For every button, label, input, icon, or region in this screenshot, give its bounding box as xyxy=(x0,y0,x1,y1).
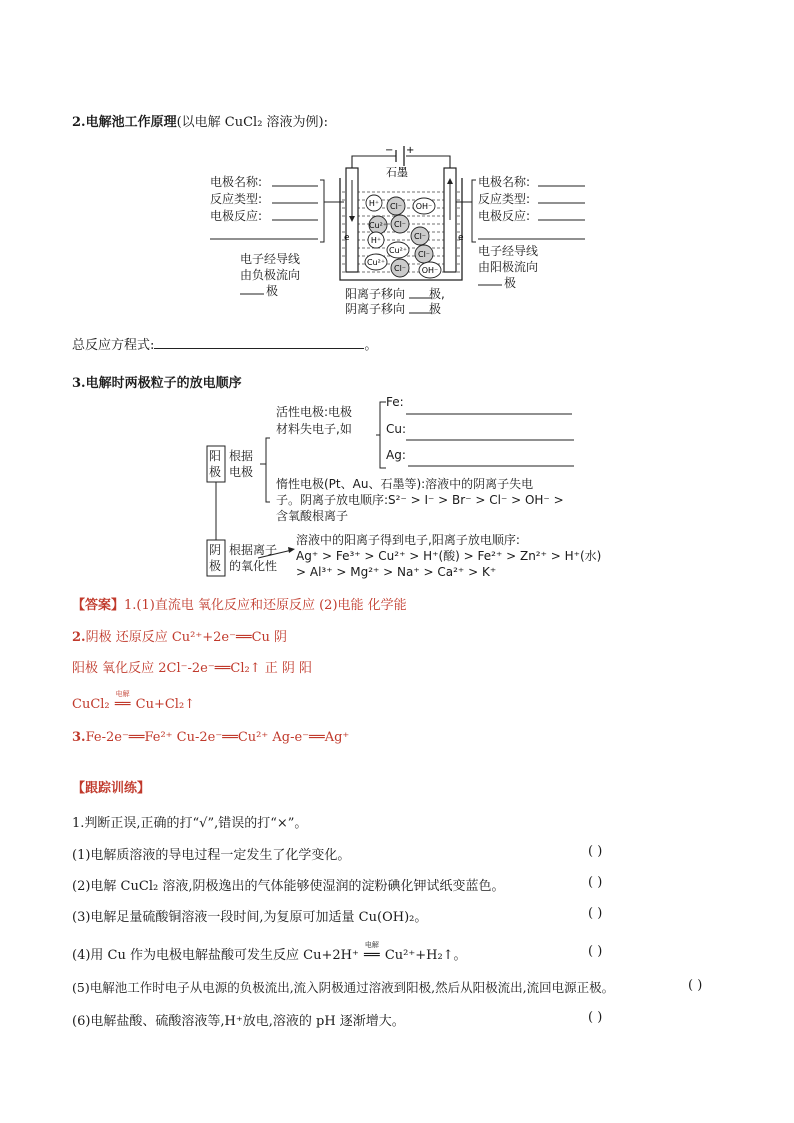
right-label-electrode-name: 电极名称: xyxy=(478,175,531,189)
total-equation-end: 。 xyxy=(364,338,378,353)
electron-label-right: e xyxy=(458,233,464,243)
answer-line1 xyxy=(72,594,407,613)
answer-line3: 阳极 氧化反应 2Cl⁻-2e⁻══Cl₂↑ 正 阴 阳 xyxy=(72,661,312,676)
left-bottom-line3: 极 xyxy=(266,284,279,298)
question-5: (5)电解池工作时电子从电源的负极流出,流入阴极通过溶液到阳极,然后从阳极流出,流回电源正极。 xyxy=(72,980,615,995)
total-equation-blank[interactable] xyxy=(154,348,364,349)
answer-line5: 3.Fe-2e⁻══Fe²⁺ Cu-2e⁻══Cu²⁺ Ag-e⁻══Ag⁺ xyxy=(72,730,350,745)
right-label-electrode-reaction: 电极反应: xyxy=(478,209,531,223)
right-bottom-line2: 由阳极流向 xyxy=(478,260,539,274)
training-heading: 【跟踪训练】 xyxy=(72,781,151,796)
inert-electrode-text: 惰性电极(Pt、Au、石墨等):溶液中的阴离子失电 子。阴离子放电顺序:S²⁻ > I⁻ > Br⁻ > Cl⁻ > OH⁻ > 含氧酸根离子 xyxy=(276,477,564,523)
answer-tag: 【答案】 xyxy=(72,598,125,613)
question-6: (6)电解盐酸、硫酸溶液等,H⁺放电,溶液的 pH 逐渐增大。 xyxy=(72,1014,405,1029)
ion-cu1: Cu²⁺ xyxy=(368,221,388,230)
ion-oh2: OH⁻ xyxy=(421,266,439,275)
discharge-order-diagram xyxy=(0,390,794,590)
total-equation-label: 总反应方程式: xyxy=(72,338,155,353)
answer-paren-3[interactable]: ( ) xyxy=(588,906,603,921)
total-equation xyxy=(72,334,377,353)
ion-oh1: OH⁻ xyxy=(415,202,433,211)
anode-box-label: 阳 极 xyxy=(209,449,222,479)
answer-paren-4[interactable]: ( ) xyxy=(588,944,603,959)
cation-migration: 阳离子移向 极, xyxy=(345,287,445,301)
section3-heading: 3.电解时两极粒子的放电顺序 xyxy=(72,376,242,391)
answer-line1-text: 1.(1)直流电 氧化反应和还原反应 (2)电能 化学能 xyxy=(124,598,407,613)
power-plus-sign: + xyxy=(406,145,415,156)
right-label-reaction-type: 反应类型: xyxy=(478,192,531,206)
question-4: (4)用 Cu 作为电极电解盐酸可发生反应 Cu+2H⁺ 电解 ══ Cu²⁺+H₂↑。 xyxy=(72,941,467,963)
answer-paren-6[interactable]: ( ) xyxy=(588,1010,603,1025)
anion-migration: 阴离子移向 极 xyxy=(345,302,442,316)
metal-fe: Fe: xyxy=(386,395,404,409)
cathode-basis-label: 根据离子 的氧化性 xyxy=(229,543,278,573)
anode-basis-label: 根据 电极 xyxy=(229,449,254,479)
left-label-electrode-reaction: 电极反应: xyxy=(210,209,263,223)
ion-cl5: Cl⁻ xyxy=(393,264,407,273)
metal-cu: Cu: xyxy=(386,422,407,436)
cathode-order-text: 溶液中的阳离子得到电子,阳离子放电顺序: Ag⁺ > Fe³⁺ > Cu²⁺ > H⁺(酸) > Fe²⁺ > Zn²⁺ > H⁺(水) > Al³⁺ > Mg²⁺ > Na⁺ > Ca²⁺ > K⁺ xyxy=(296,533,602,579)
graphite-label: 石墨 xyxy=(386,166,408,179)
right-bottom-line1: 电子经导线 xyxy=(478,244,539,258)
answer-line2: 2.阴极 还原反应 Cu²⁺+2e⁻══Cu 阴 xyxy=(72,630,288,645)
answer-paren-5[interactable]: ( ) xyxy=(688,978,703,993)
ion-cu3: Cu²⁺ xyxy=(366,258,386,267)
right-bottom-line3: 极 xyxy=(504,276,517,290)
answer-line4: CuCl₂ 电解 ══ Cu+Cl₂↑ xyxy=(72,690,196,712)
left-label-reaction-type: 反应类型: xyxy=(210,192,263,206)
ion-cu2: Cu²⁺ xyxy=(388,246,408,255)
ion-cl2: Cl⁻ xyxy=(393,220,407,229)
question-2: (2)电解 CuCl₂ 溶液,阴极逸出的气体能够使湿润的淀粉碘化钾试纸变蓝色。 xyxy=(72,879,505,894)
power-minus-sign: − xyxy=(385,145,394,156)
section2-heading-rest: (以电解 CuCl₂ 溶液为例): xyxy=(176,115,329,130)
answer-paren-1[interactable]: ( ) xyxy=(588,844,603,859)
electron-label-left: e xyxy=(344,233,350,243)
left-label-electrode-name: 电极名称: xyxy=(210,175,263,189)
left-bottom-line2: 由负极流向 xyxy=(240,268,301,282)
ion-cl3: Cl⁻ xyxy=(413,232,427,241)
ion-h2: H⁺ xyxy=(370,236,382,245)
cathode-box-label: 阴 极 xyxy=(209,543,222,573)
electrolysis-cell-diagram xyxy=(0,0,794,330)
question-3: (3)电解足量硫酸铜溶液一段时间,为复原可加适量 Cu(OH)₂。 xyxy=(72,910,428,925)
left-bottom-line1: 电子经导线 xyxy=(240,252,301,266)
section2-heading-bold: 2.电解池工作原理 xyxy=(72,115,177,130)
ion-cl4: Cl⁻ xyxy=(417,250,431,259)
ion-h1: H⁺ xyxy=(368,199,380,208)
metal-ag: Ag: xyxy=(386,448,406,462)
active-electrode-text: 活性电极:电极 材料失电子,如 xyxy=(276,405,353,436)
training-instruction: 1.判断正误,正确的打“√”,错误的打“×”。 xyxy=(72,816,308,831)
answer-paren-2[interactable]: ( ) xyxy=(588,875,603,890)
ion-cl1: Cl⁻ xyxy=(389,202,403,211)
question-1: (1)电解质溶液的导电过程一定发生了化学变化。 xyxy=(72,848,351,863)
